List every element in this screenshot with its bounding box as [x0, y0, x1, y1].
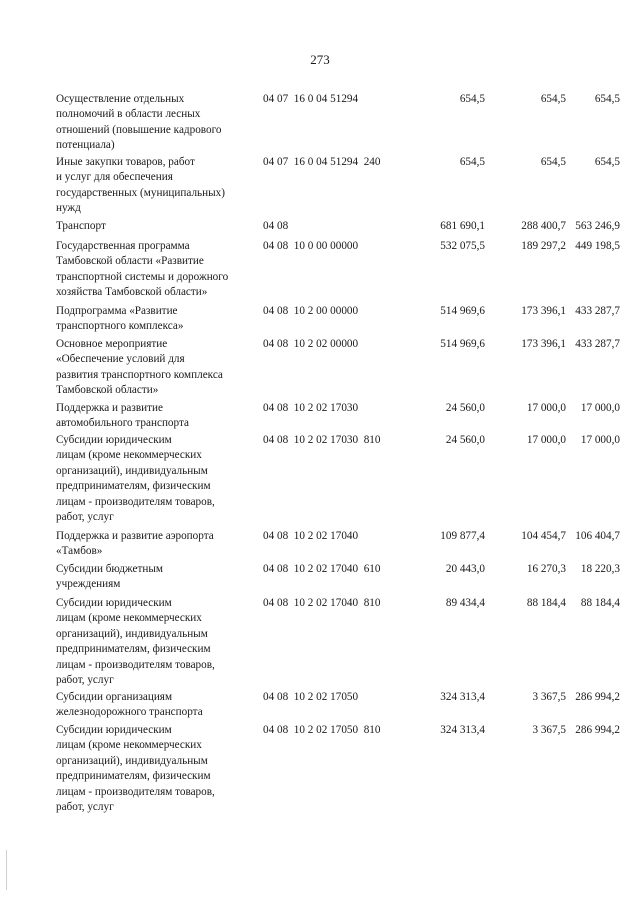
row-name: Осуществление отдельных полномочий в области лесных отношений (повышение кадрового потенциала) [56, 93, 222, 152]
row-name: Транспорт [56, 220, 106, 232]
row-value-3: 433 287,7 [575, 305, 620, 317]
row-value-1: 89 434,4 [445, 597, 485, 609]
row-name: Субсидии юридическим лицам (кроме некоммерческих организаций), индивидуальным предпринимателям, физическим лицам - производителям товаров, работ, услуг [56, 724, 215, 814]
row-code: 04 08 10 2 02 17030 810 [263, 434, 381, 446]
row-value-2: 173 396,1 [521, 338, 566, 350]
row-name: Субсидии юридическим лицам (кроме некоммерческих организаций), индивидуальным предпринимателям, физическим лицам - производителям товаров, работ, услуг [56, 434, 215, 524]
row-value-3: 286 994,2 [575, 724, 620, 736]
row-value-3: 106 404,7 [575, 530, 620, 542]
row-code: 04 08 10 2 02 17040 810 [263, 597, 381, 609]
row-value-1: 681 690,1 [440, 220, 485, 232]
page-number: 273 [310, 52, 330, 67]
row-code: 04 08 [263, 220, 289, 232]
row-value-3: 88 184,4 [580, 597, 620, 609]
row-value-3: 449 198,5 [575, 240, 620, 252]
row-name: Поддержка и развитие автомобильного транспорта [56, 402, 189, 430]
row-value-3: 18 220,3 [580, 563, 620, 575]
row-value-1: 24 560,0 [445, 434, 485, 446]
row-value-2: 654,5 [540, 156, 566, 168]
row-value-2: 104 454,7 [521, 530, 566, 542]
row-value-1: 532 075,5 [440, 240, 485, 252]
row-name: Субсидии юридическим лицам (кроме некоммерческих организаций), индивидуальным предпринимателям, физическим лицам - производителям товаров, работ, услуг [56, 597, 215, 687]
row-value-2: 16 270,3 [526, 563, 566, 575]
row-code: 04 07 16 0 04 51294 [263, 93, 359, 105]
row-value-3: 17 000,0 [580, 402, 620, 414]
row-value-2: 189 297,2 [521, 240, 566, 252]
row-name: Субсидии организациям железнодорожного транспорта [56, 691, 203, 719]
row-value-3: 17 000,0 [580, 434, 620, 446]
row-value-2: 173 396,1 [521, 305, 566, 317]
row-code: 04 08 10 2 02 00000 [263, 338, 359, 350]
row-name: Субсидии бюджетным учреждениям [56, 563, 163, 591]
row-value-1: 324 313,4 [440, 691, 485, 703]
row-value-3: 654,5 [594, 156, 620, 168]
row-name: Подпрограмма «Развитие транспортного комплекса» [56, 305, 184, 333]
row-name: Государственная программа Тамбовской области «Развитие транспортной системы и дорожного хозяйства Тамбовской области» [56, 240, 229, 299]
row-value-2: 288 400,7 [521, 220, 566, 232]
row-value-1: 324 313,4 [440, 724, 485, 736]
row-value-2: 654,5 [540, 93, 566, 105]
row-value-3: 654,5 [594, 93, 620, 105]
row-value-1: 514 969,6 [440, 305, 485, 317]
row-value-2: 17 000,0 [526, 402, 566, 414]
row-value-1: 24 560,0 [445, 402, 485, 414]
row-code: 04 07 16 0 04 51294 240 [263, 156, 381, 168]
row-code: 04 08 10 2 02 17040 610 [263, 563, 381, 575]
row-value-1: 654,5 [459, 93, 485, 105]
row-code: 04 08 10 2 02 17050 [263, 691, 359, 703]
row-value-1: 109 877,4 [440, 530, 485, 542]
row-code: 04 08 10 2 02 17050 810 [263, 724, 381, 736]
row-value-3: 286 994,2 [575, 691, 620, 703]
row-value-2: 17 000,0 [526, 434, 566, 446]
row-name: Поддержка и развитие аэропорта «Тамбов» [56, 530, 214, 558]
row-value-2: 3 367,5 [532, 724, 566, 736]
row-value-3: 433 287,7 [575, 338, 620, 350]
row-value-2: 3 367,5 [532, 691, 566, 703]
row-code: 04 08 10 0 00 00000 [263, 240, 359, 252]
row-name: Иные закупки товаров, работ и услуг для обеспечения государственных (муниципальных) нужд [56, 156, 225, 215]
row-name: Основное мероприятие «Обеспечение условий для развития транспортного комплекса Тамбовской области» [56, 338, 223, 397]
row-value-3: 563 246,9 [575, 220, 620, 232]
row-value-1: 514 969,6 [440, 338, 485, 350]
row-value-2: 88 184,4 [526, 597, 566, 609]
scan-edge-mark [6, 850, 7, 890]
row-code: 04 08 10 2 02 17040 [263, 530, 359, 542]
row-value-1: 654,5 [459, 156, 485, 168]
row-code: 04 08 10 2 00 00000 [263, 305, 359, 317]
row-value-1: 20 443,0 [445, 563, 485, 575]
row-code: 04 08 10 2 02 17030 [263, 402, 359, 414]
